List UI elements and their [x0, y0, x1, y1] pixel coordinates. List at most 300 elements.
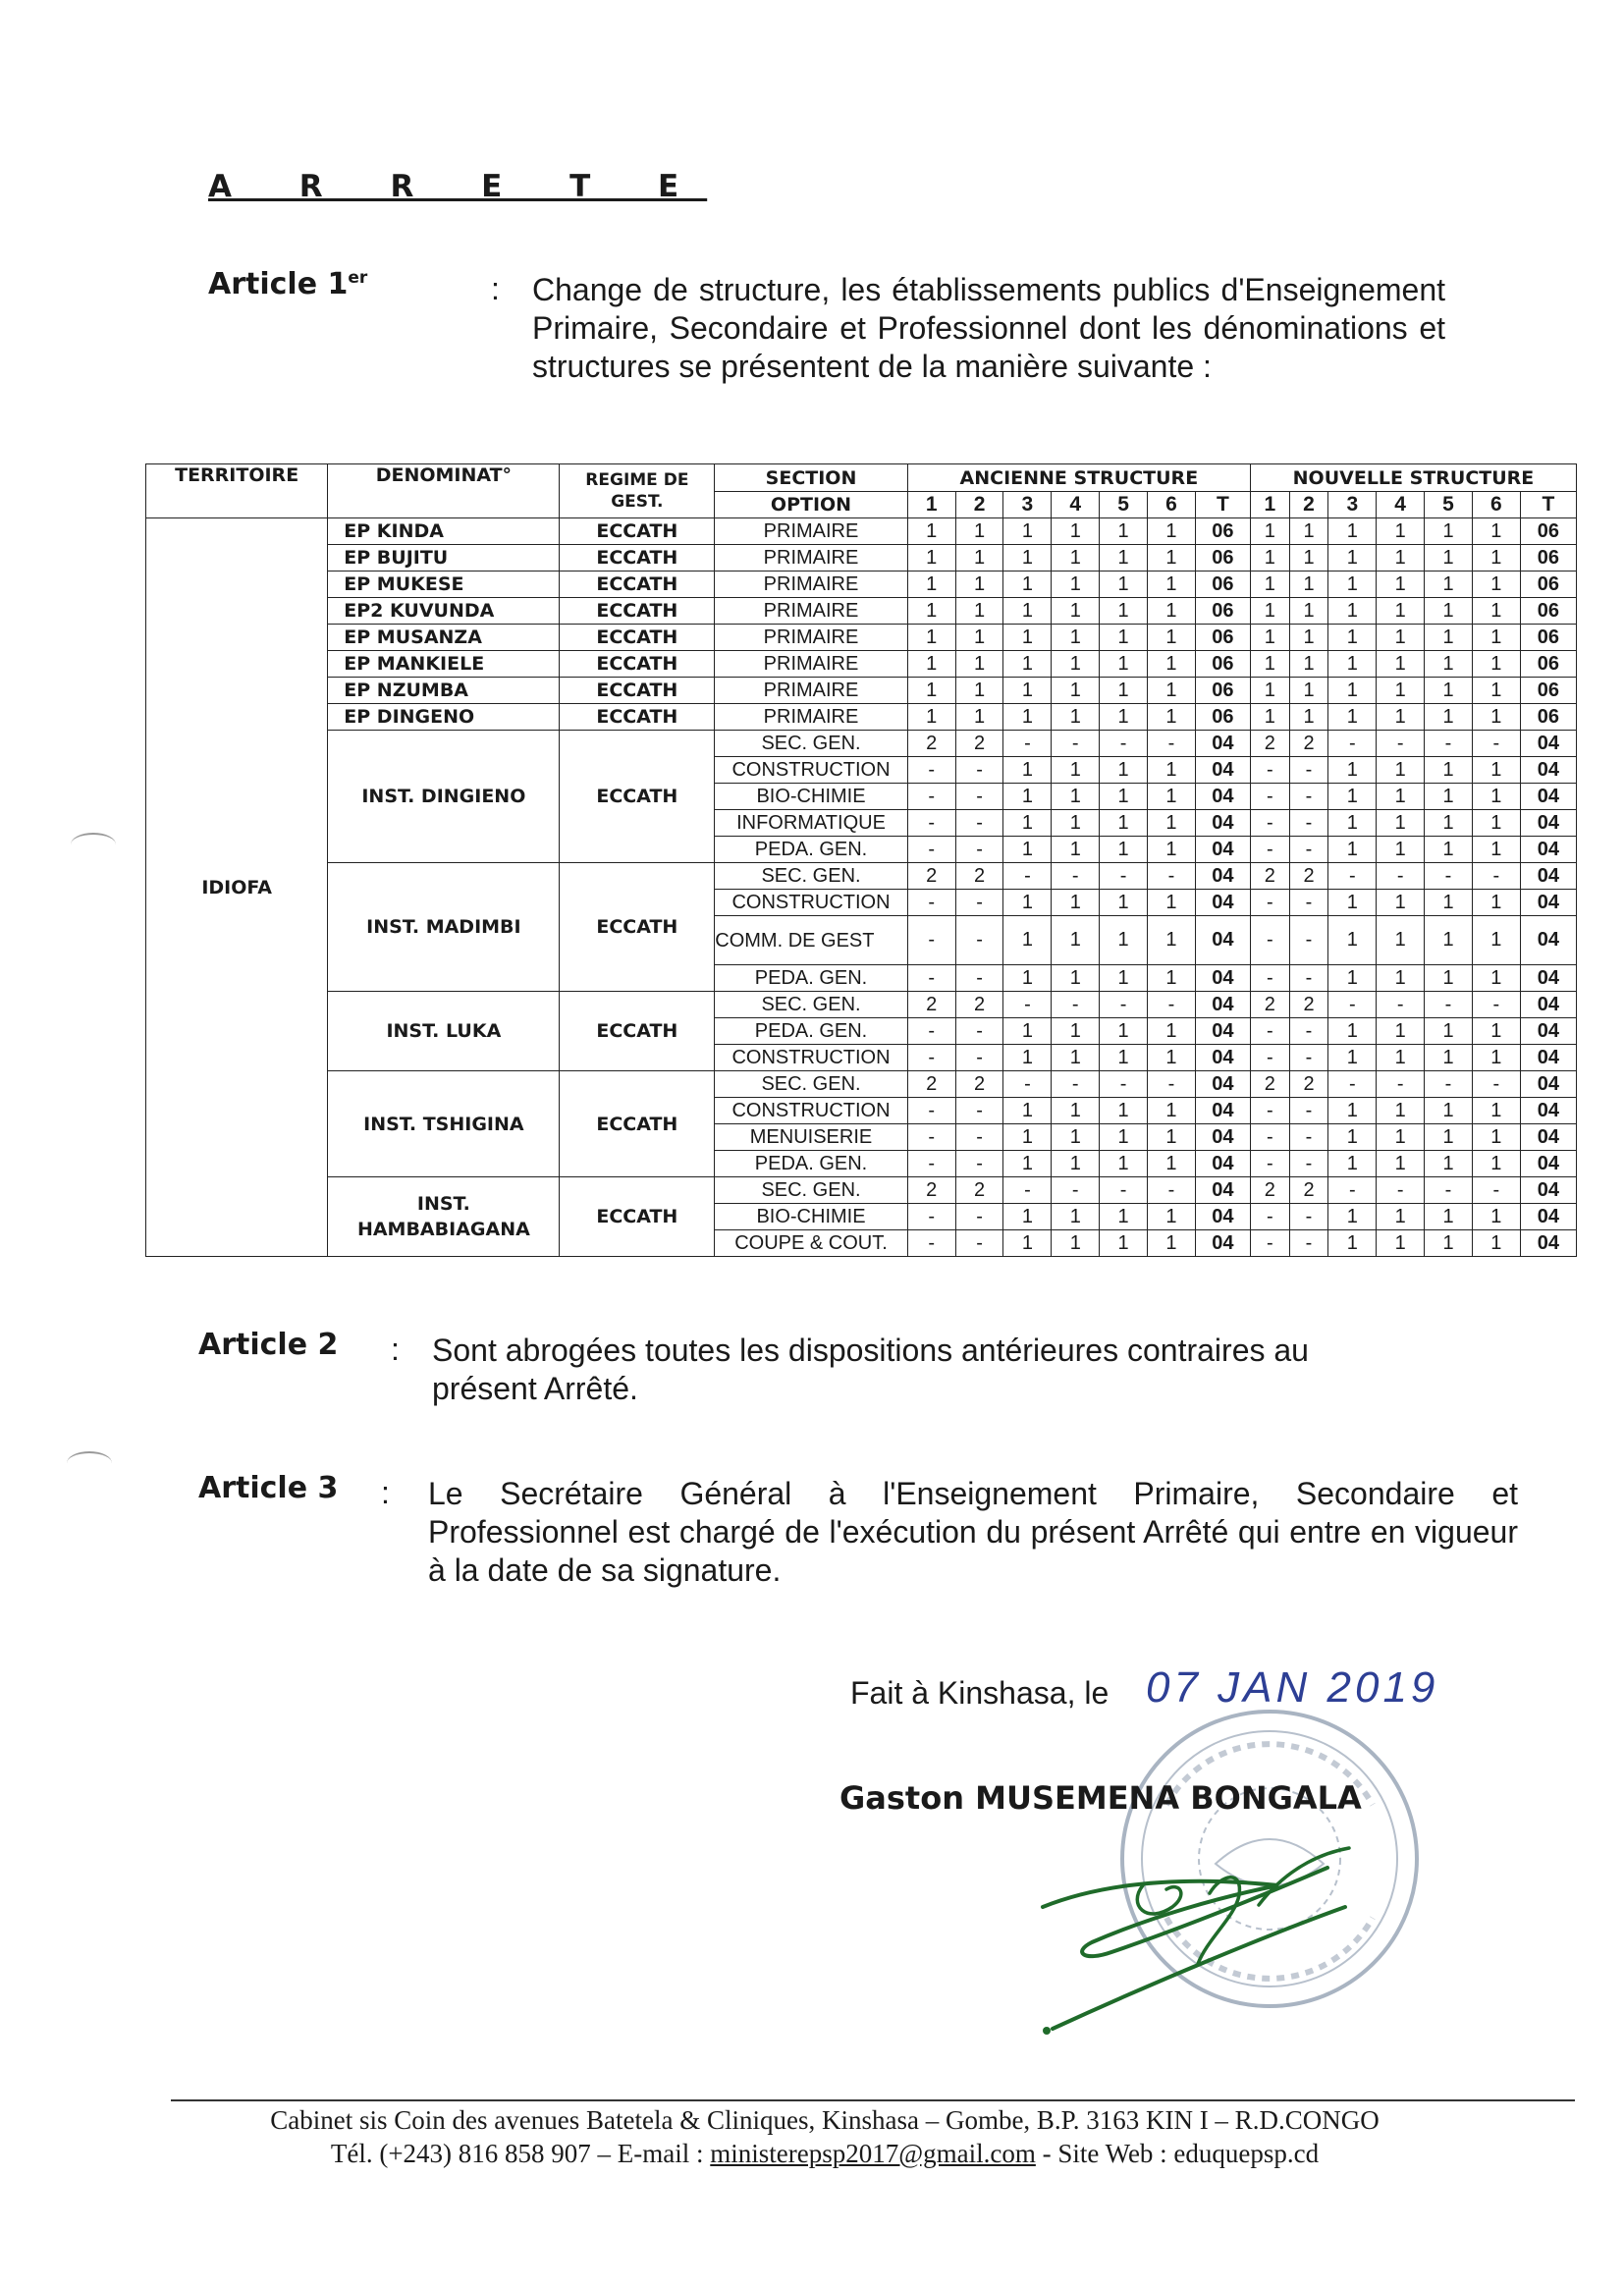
old-value-cell: 1: [1100, 651, 1148, 678]
new-value-cell: -: [1250, 1151, 1289, 1177]
old-total-cell: 04: [1195, 916, 1250, 965]
old-value-cell: 1: [1148, 625, 1196, 651]
new-value-cell: 1: [1377, 1098, 1425, 1124]
new-total-cell: 06: [1520, 572, 1576, 598]
denomination-cell: INST. MADIMBI: [328, 863, 560, 992]
header-old-col-4: 4: [1052, 492, 1100, 518]
regime-cell: ECCATH: [560, 598, 715, 625]
new-value-cell: 1: [1377, 890, 1425, 916]
option-cell: PRIMAIRE: [715, 651, 907, 678]
old-value-cell: -: [955, 1151, 1003, 1177]
header-new-col-5: 5: [1425, 492, 1473, 518]
new-value-cell: 1: [1472, 837, 1520, 863]
old-value-cell: -: [1052, 731, 1100, 757]
header-nouvelle-structure: NOUVELLE STRUCTURE: [1250, 464, 1576, 492]
new-total-cell: 04: [1520, 916, 1576, 965]
article-3-colon: :: [381, 1475, 390, 1510]
new-value-cell: 1: [1472, 598, 1520, 625]
footer-email-link[interactable]: ministerepsp2017@gmail.com: [710, 2139, 1036, 2168]
option-cell: COMM. DE GEST: [715, 916, 907, 965]
signer-name: Gaston MUSEMENA BONGALA: [839, 1779, 1362, 1817]
old-value-cell: 1: [1052, 598, 1100, 625]
option-cell: CONSTRUCTION: [715, 757, 907, 784]
old-value-cell: 1: [1052, 572, 1100, 598]
new-value-cell: 1: [1328, 598, 1377, 625]
old-value-cell: 1: [1003, 1230, 1052, 1257]
article-2-text: Sont abrogées toutes les dispositions antérieures contraires au présent Arrêté.: [432, 1333, 1309, 1406]
new-value-cell: -: [1250, 1098, 1289, 1124]
old-value-cell: -: [955, 784, 1003, 810]
old-value-cell: -: [955, 837, 1003, 863]
old-value-cell: 1: [1148, 1204, 1196, 1230]
new-total-cell: 04: [1520, 731, 1576, 757]
handwritten-signature: [1033, 1846, 1357, 2042]
header-new-col-4: 4: [1377, 492, 1425, 518]
option-cell: CONSTRUCTION: [715, 1045, 907, 1071]
new-value-cell: 1: [1377, 916, 1425, 965]
new-value-cell: 1: [1328, 965, 1377, 992]
header-old-col-3: 3: [1003, 492, 1052, 518]
old-value-cell: -: [955, 1098, 1003, 1124]
old-value-cell: 1: [907, 625, 955, 651]
old-value-cell: -: [955, 965, 1003, 992]
structure-table: [145, 463, 1577, 1257]
new-value-cell: 1: [1472, 757, 1520, 784]
old-value-cell: 1: [1052, 518, 1100, 545]
new-value-cell: -: [1425, 731, 1473, 757]
new-value-cell: -: [1250, 757, 1289, 784]
new-value-cell: 1: [1425, 572, 1473, 598]
old-value-cell: -: [907, 965, 955, 992]
new-total-cell: 04: [1520, 1204, 1576, 1230]
new-value-cell: 1: [1328, 1204, 1377, 1230]
new-value-cell: 1: [1289, 651, 1328, 678]
article-3-text: Le Secrétaire Général à l'Enseignement Primaire, Secondaire et Professionnel est chargé de l'exécution du présent Arrêté qui entre en vigueur à la date de sa signature.: [428, 1476, 1518, 1588]
old-value-cell: 1: [1100, 1018, 1148, 1045]
old-value-cell: 1: [1100, 1045, 1148, 1071]
new-value-cell: -: [1289, 916, 1328, 965]
new-value-cell: 1: [1328, 1124, 1377, 1151]
old-value-cell: 1: [1052, 625, 1100, 651]
old-total-cell: 06: [1195, 572, 1250, 598]
old-value-cell: -: [907, 1124, 955, 1151]
old-total-cell: 04: [1195, 1151, 1250, 1177]
old-total-cell: 04: [1195, 965, 1250, 992]
old-value-cell: -: [1003, 731, 1052, 757]
old-value-cell: 1: [955, 625, 1003, 651]
new-value-cell: 1: [1328, 916, 1377, 965]
new-value-cell: 1: [1377, 757, 1425, 784]
old-value-cell: -: [955, 1230, 1003, 1257]
old-value-cell: 1: [1100, 704, 1148, 731]
new-value-cell: 1: [1250, 651, 1289, 678]
option-cell: PRIMAIRE: [715, 572, 907, 598]
page-title: A R R E T E: [208, 169, 708, 204]
old-value-cell: -: [955, 890, 1003, 916]
regime-cell: ECCATH: [560, 1177, 715, 1257]
old-total-cell: 04: [1195, 731, 1250, 757]
option-cell: BIO-CHIMIE: [715, 1204, 907, 1230]
article-1-colon: :: [491, 271, 500, 306]
new-value-cell: 1: [1377, 810, 1425, 837]
old-value-cell: 1: [1003, 1124, 1052, 1151]
denomination-cell: EP NZUMBA: [328, 678, 560, 704]
new-value-cell: 1: [1472, 1204, 1520, 1230]
old-value-cell: 2: [955, 731, 1003, 757]
denomination-cell: EP MUSANZA: [328, 625, 560, 651]
option-cell: PEDA. GEN.: [715, 1018, 907, 1045]
old-value-cell: 1: [1148, 572, 1196, 598]
old-value-cell: -: [1148, 863, 1196, 890]
regime-cell: ECCATH: [560, 1071, 715, 1177]
old-value-cell: 1: [1003, 810, 1052, 837]
old-value-cell: 1: [1003, 1045, 1052, 1071]
header-territoire: TERRITOIRE: [146, 464, 328, 518]
regime-cell: ECCATH: [560, 545, 715, 572]
old-value-cell: -: [955, 1124, 1003, 1151]
denomination-cell: EP2 KUVUNDA: [328, 598, 560, 625]
new-value-cell: 1: [1250, 704, 1289, 731]
table-row: [146, 678, 1577, 704]
option-cell: SEC. GEN.: [715, 863, 907, 890]
header-section: SECTION: [715, 464, 907, 492]
article-1-text: Change de structure, les établissements publics d'Enseignement Primaire, Secondaire et Professionnel dont les dénominations et structures se présentent de la manière suivante :: [532, 272, 1445, 384]
old-total-cell: 06: [1195, 678, 1250, 704]
new-value-cell: 1: [1472, 784, 1520, 810]
option-cell: PRIMAIRE: [715, 678, 907, 704]
old-value-cell: -: [907, 1204, 955, 1230]
new-value-cell: 1: [1377, 545, 1425, 572]
footer-contact: [118, 2139, 1532, 2169]
new-value-cell: 1: [1472, 1124, 1520, 1151]
new-value-cell: 1: [1328, 572, 1377, 598]
new-value-cell: 2: [1250, 731, 1289, 757]
new-value-cell: 1: [1425, 545, 1473, 572]
article-2-colon: :: [391, 1332, 400, 1367]
option-cell: PRIMAIRE: [715, 704, 907, 731]
new-value-cell: -: [1328, 863, 1377, 890]
option-cell: SEC. GEN.: [715, 1071, 907, 1098]
old-value-cell: 1: [1003, 518, 1052, 545]
new-value-cell: -: [1377, 731, 1425, 757]
new-total-cell: 04: [1520, 784, 1576, 810]
new-total-cell: 04: [1520, 965, 1576, 992]
old-value-cell: 2: [907, 863, 955, 890]
table-row: [146, 598, 1577, 625]
new-value-cell: 1: [1328, 704, 1377, 731]
header-old-col-5: 5: [1100, 492, 1148, 518]
old-value-cell: 1: [1100, 598, 1148, 625]
new-total-cell: 04: [1520, 1071, 1576, 1098]
old-value-cell: -: [907, 916, 955, 965]
old-value-cell: 1: [907, 572, 955, 598]
old-value-cell: 1: [1148, 1124, 1196, 1151]
old-value-cell: 1: [1100, 1151, 1148, 1177]
new-value-cell: 1: [1472, 890, 1520, 916]
old-value-cell: -: [1148, 731, 1196, 757]
new-value-cell: 1: [1425, 704, 1473, 731]
table-row: [146, 625, 1577, 651]
new-value-cell: -: [1289, 965, 1328, 992]
new-value-cell: 1: [1250, 625, 1289, 651]
denomination-cell: INST. HAMBABIAGANA: [328, 1177, 560, 1257]
new-value-cell: 1: [1377, 651, 1425, 678]
table-row: [146, 1177, 1577, 1204]
new-value-cell: 1: [1377, 518, 1425, 545]
new-value-cell: 1: [1328, 651, 1377, 678]
footer-website: - Site Web : eduquepsp.cd: [1042, 2139, 1320, 2168]
new-value-cell: -: [1328, 731, 1377, 757]
old-value-cell: 1: [1148, 651, 1196, 678]
old-total-cell: 04: [1195, 1204, 1250, 1230]
old-value-cell: 1: [1003, 916, 1052, 965]
old-total-cell: 06: [1195, 518, 1250, 545]
old-value-cell: 1: [1003, 757, 1052, 784]
new-value-cell: 1: [1472, 545, 1520, 572]
old-value-cell: 2: [955, 863, 1003, 890]
new-value-cell: 1: [1472, 572, 1520, 598]
new-value-cell: 1: [1377, 1124, 1425, 1151]
old-value-cell: 1: [1148, 810, 1196, 837]
old-value-cell: 1: [1148, 704, 1196, 731]
old-total-cell: 04: [1195, 992, 1250, 1018]
old-value-cell: -: [955, 1018, 1003, 1045]
old-value-cell: -: [955, 757, 1003, 784]
new-value-cell: -: [1289, 757, 1328, 784]
place-and-date-label: Fait à Kinshasa, le: [850, 1675, 1110, 1711]
new-value-cell: 1: [1425, 890, 1473, 916]
header-old-col-6: 6: [1148, 492, 1196, 518]
new-value-cell: 1: [1425, 965, 1473, 992]
old-total-cell: 06: [1195, 704, 1250, 731]
old-value-cell: 1: [1052, 890, 1100, 916]
new-total-cell: 04: [1520, 1124, 1576, 1151]
old-value-cell: 1: [1100, 625, 1148, 651]
new-value-cell: 1: [1425, 651, 1473, 678]
new-value-cell: 1: [1425, 1230, 1473, 1257]
table-row: [146, 704, 1577, 731]
new-value-cell: 1: [1250, 518, 1289, 545]
new-value-cell: 1: [1377, 678, 1425, 704]
old-total-cell: 04: [1195, 1177, 1250, 1204]
new-value-cell: 1: [1289, 598, 1328, 625]
new-value-cell: 1: [1472, 678, 1520, 704]
new-value-cell: 1: [1328, 625, 1377, 651]
header-denomination: DENOMINAT°: [328, 464, 560, 518]
new-value-cell: 1: [1250, 572, 1289, 598]
new-value-cell: 1: [1472, 965, 1520, 992]
old-value-cell: 2: [955, 1177, 1003, 1204]
old-value-cell: 1: [1052, 1204, 1100, 1230]
old-total-cell: 04: [1195, 890, 1250, 916]
new-value-cell: 2: [1289, 863, 1328, 890]
old-value-cell: -: [907, 810, 955, 837]
new-value-cell: -: [1425, 992, 1473, 1018]
regime-cell: ECCATH: [560, 863, 715, 992]
new-value-cell: 1: [1289, 704, 1328, 731]
old-total-cell: 06: [1195, 625, 1250, 651]
new-total-cell: 04: [1520, 837, 1576, 863]
table-row: [146, 731, 1577, 757]
regime-cell: ECCATH: [560, 651, 715, 678]
old-value-cell: 1: [1148, 916, 1196, 965]
new-value-cell: -: [1377, 1071, 1425, 1098]
table-row: [146, 1071, 1577, 1098]
old-value-cell: 1: [1052, 651, 1100, 678]
new-value-cell: 1: [1377, 965, 1425, 992]
new-value-cell: 1: [1472, 518, 1520, 545]
option-cell: CONSTRUCTION: [715, 890, 907, 916]
regime-cell: ECCATH: [560, 731, 715, 863]
new-value-cell: 1: [1328, 518, 1377, 545]
old-value-cell: 1: [1100, 1098, 1148, 1124]
old-value-cell: 1: [1148, 1045, 1196, 1071]
old-value-cell: -: [1052, 1177, 1100, 1204]
old-value-cell: 1: [1100, 678, 1148, 704]
new-value-cell: 1: [1425, 916, 1473, 965]
table-row: [146, 545, 1577, 572]
new-value-cell: 1: [1472, 651, 1520, 678]
old-value-cell: 1: [1100, 810, 1148, 837]
option-cell: PRIMAIRE: [715, 598, 907, 625]
old-value-cell: 1: [1003, 1151, 1052, 1177]
new-value-cell: -: [1289, 784, 1328, 810]
new-value-cell: 1: [1289, 572, 1328, 598]
new-value-cell: 1: [1472, 704, 1520, 731]
new-value-cell: -: [1328, 1071, 1377, 1098]
header-old-col-2: 2: [955, 492, 1003, 518]
option-cell: PRIMAIRE: [715, 518, 907, 545]
old-value-cell: 1: [1148, 1018, 1196, 1045]
new-value-cell: 2: [1250, 1071, 1289, 1098]
new-value-cell: 1: [1472, 810, 1520, 837]
regime-cell: ECCATH: [560, 518, 715, 545]
old-value-cell: -: [955, 1204, 1003, 1230]
regime-cell: ECCATH: [560, 678, 715, 704]
old-value-cell: -: [907, 1018, 955, 1045]
old-value-cell: 2: [907, 1071, 955, 1098]
old-value-cell: 1: [1100, 545, 1148, 572]
new-value-cell: 1: [1425, 598, 1473, 625]
new-value-cell: -: [1472, 992, 1520, 1018]
denomination-cell: INST. LUKA: [328, 992, 560, 1071]
header-new-col-2: 2: [1289, 492, 1328, 518]
old-value-cell: -: [907, 1098, 955, 1124]
old-value-cell: 1: [1052, 837, 1100, 863]
new-value-cell: 1: [1425, 1045, 1473, 1071]
old-value-cell: 1: [955, 651, 1003, 678]
old-value-cell: -: [1100, 1071, 1148, 1098]
old-total-cell: 04: [1195, 1124, 1250, 1151]
old-value-cell: 1: [907, 598, 955, 625]
new-value-cell: 2: [1289, 992, 1328, 1018]
old-total-cell: 06: [1195, 545, 1250, 572]
table-row: [146, 863, 1577, 890]
new-value-cell: -: [1289, 1151, 1328, 1177]
old-value-cell: 1: [1052, 1151, 1100, 1177]
option-cell: PEDA. GEN.: [715, 837, 907, 863]
new-value-cell: -: [1472, 863, 1520, 890]
header-new-col-6: 6: [1472, 492, 1520, 518]
new-value-cell: 1: [1377, 625, 1425, 651]
old-value-cell: 1: [1100, 518, 1148, 545]
new-value-cell: 1: [1250, 545, 1289, 572]
new-value-cell: 1: [1425, 1151, 1473, 1177]
old-value-cell: 1: [1148, 518, 1196, 545]
new-value-cell: 1: [1289, 678, 1328, 704]
new-total-cell: 04: [1520, 1098, 1576, 1124]
new-value-cell: -: [1289, 1098, 1328, 1124]
old-value-cell: 1: [1052, 1230, 1100, 1257]
new-value-cell: 1: [1328, 837, 1377, 863]
table-row: [146, 992, 1577, 1018]
new-value-cell: 1: [1377, 1045, 1425, 1071]
old-value-cell: 1: [1052, 916, 1100, 965]
old-value-cell: 1: [1148, 545, 1196, 572]
article-1-label-sup: er: [348, 268, 368, 288]
old-value-cell: 1: [1052, 965, 1100, 992]
new-value-cell: 1: [1425, 1204, 1473, 1230]
table-row: [146, 651, 1577, 678]
new-value-cell: -: [1377, 992, 1425, 1018]
option-cell: BIO-CHIMIE: [715, 784, 907, 810]
regime-cell: ECCATH: [560, 992, 715, 1071]
old-value-cell: -: [955, 810, 1003, 837]
new-value-cell: -: [1289, 1124, 1328, 1151]
old-value-cell: 1: [1100, 572, 1148, 598]
old-value-cell: 1: [1052, 704, 1100, 731]
new-value-cell: 1: [1425, 784, 1473, 810]
new-total-cell: 06: [1520, 704, 1576, 731]
new-value-cell: 1: [1425, 810, 1473, 837]
header-regime: REGIME DE GEST.: [560, 464, 715, 518]
old-value-cell: 1: [1148, 678, 1196, 704]
new-value-cell: -: [1425, 1071, 1473, 1098]
old-value-cell: 2: [907, 992, 955, 1018]
denomination-cell: EP KINDA: [328, 518, 560, 545]
new-value-cell: -: [1289, 810, 1328, 837]
old-value-cell: 1: [1148, 837, 1196, 863]
new-value-cell: -: [1377, 863, 1425, 890]
new-total-cell: 06: [1520, 651, 1576, 678]
new-value-cell: 1: [1250, 678, 1289, 704]
new-total-cell: 04: [1520, 1177, 1576, 1204]
old-value-cell: 1: [1003, 545, 1052, 572]
old-value-cell: 1: [1003, 965, 1052, 992]
new-value-cell: -: [1250, 837, 1289, 863]
old-value-cell: -: [1052, 992, 1100, 1018]
denomination-cell: EP MANKIELE: [328, 651, 560, 678]
old-value-cell: 1: [955, 545, 1003, 572]
old-value-cell: 1: [907, 518, 955, 545]
old-value-cell: -: [955, 1045, 1003, 1071]
old-value-cell: 1: [1052, 810, 1100, 837]
option-cell: INFORMATIQUE: [715, 810, 907, 837]
new-total-cell: 04: [1520, 1045, 1576, 1071]
new-value-cell: -: [1289, 837, 1328, 863]
old-total-cell: 06: [1195, 598, 1250, 625]
new-value-cell: 1: [1377, 837, 1425, 863]
old-value-cell: 1: [907, 651, 955, 678]
old-value-cell: 1: [1052, 757, 1100, 784]
new-value-cell: -: [1472, 1071, 1520, 1098]
new-total-cell: 06: [1520, 518, 1576, 545]
old-value-cell: 1: [1003, 678, 1052, 704]
old-value-cell: 1: [1100, 890, 1148, 916]
option-cell: CONSTRUCTION: [715, 1098, 907, 1124]
new-value-cell: 1: [1377, 598, 1425, 625]
header-old-col-1: 1: [907, 492, 955, 518]
